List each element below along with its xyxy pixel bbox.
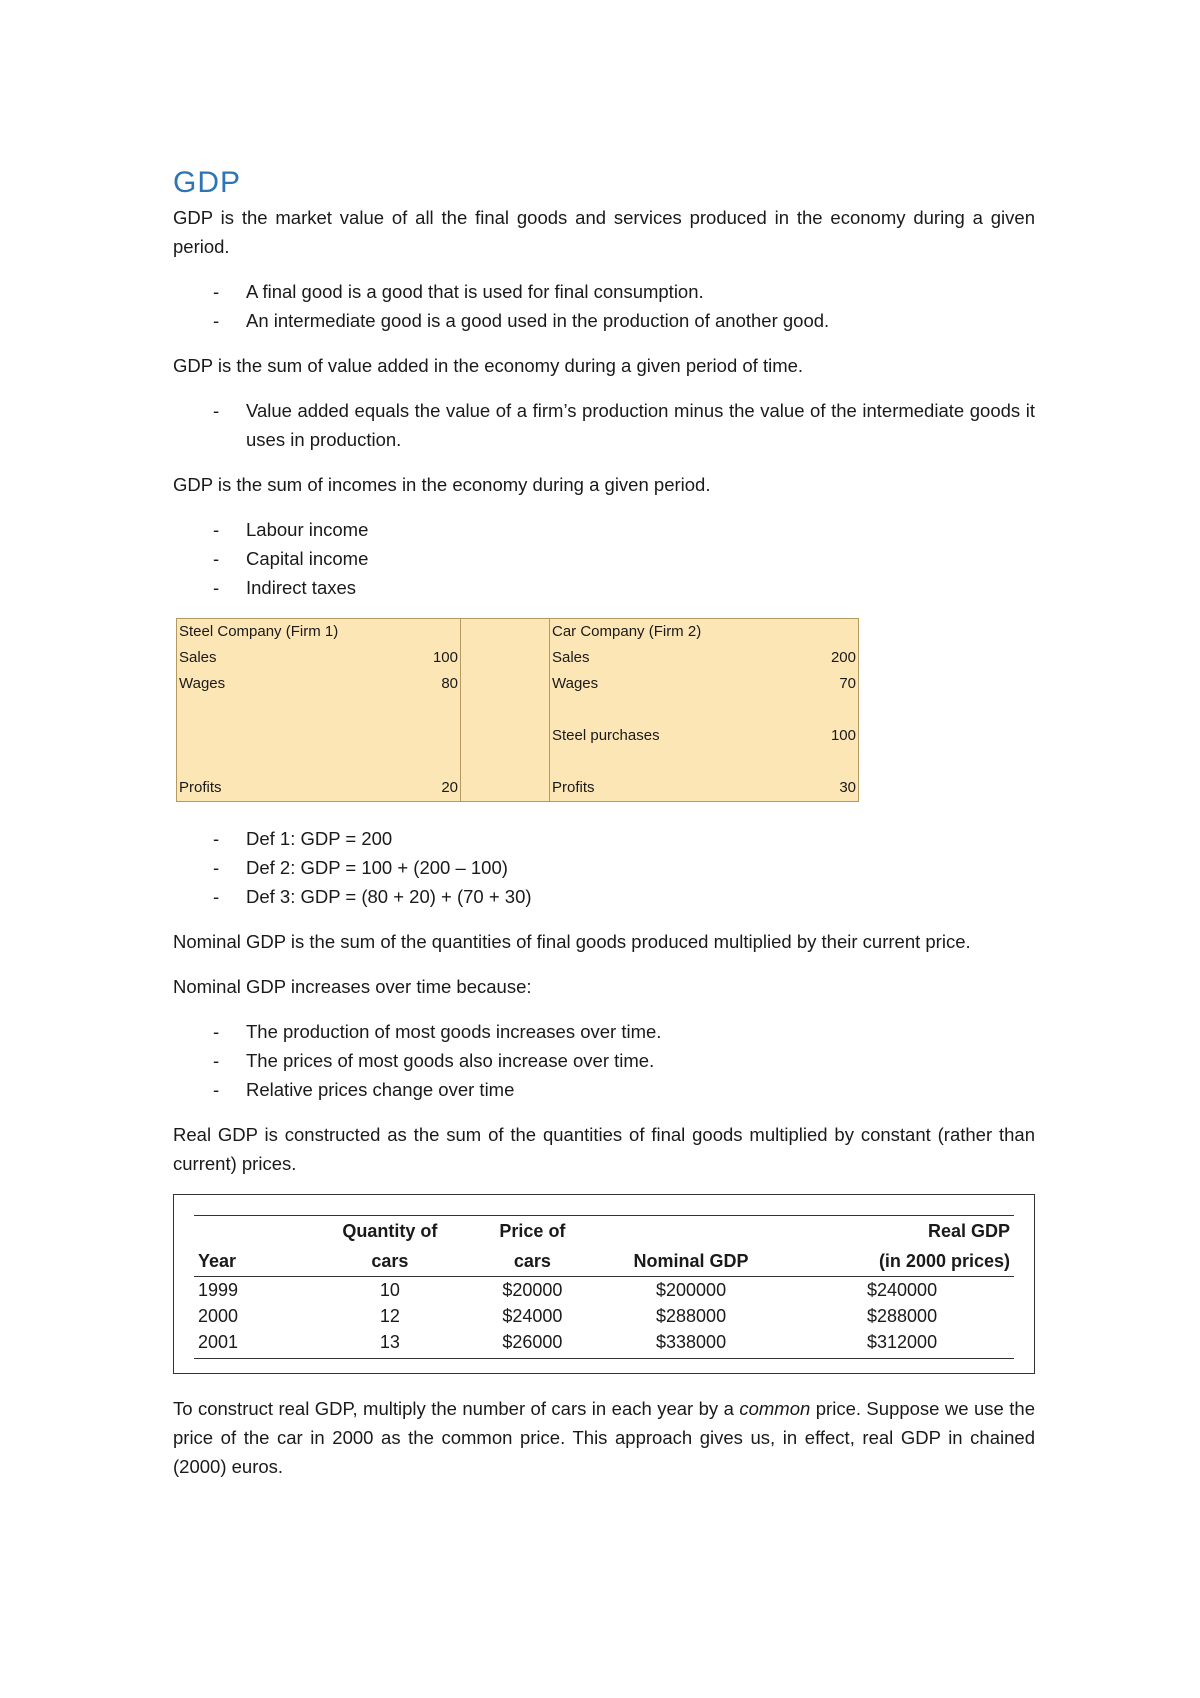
nominal-increase-paragraph: Nominal GDP increases over time because:: [173, 976, 532, 997]
list-item: - The production of most goods increases over time.: [173, 1017, 1035, 1046]
list-item: - Capital income: [173, 544, 1035, 573]
table-row: [177, 697, 859, 723]
value-added-list: [173, 396, 1035, 454]
page-title: GDP: [173, 166, 242, 199]
list-item: - An intermediate good is a good used in the production of another good.: [173, 306, 1035, 335]
table-row: [177, 619, 859, 646]
list-item: - Indirect taxes: [173, 573, 1035, 602]
list-item: - The prices of most goods also increase over time.: [173, 1046, 1035, 1075]
value-added-paragraph: GDP is the sum of value added in the economy during a given period of time.: [173, 355, 804, 376]
table-row: Wages 80 Wages 70: [177, 671, 859, 697]
intro-paragraph: GDP is the market value of all the final goods and services produced in the economy during a given period.: [173, 207, 1035, 257]
firm-value-table: [176, 618, 859, 802]
list-item: - Def 1: GDP = 200: [173, 824, 1035, 853]
steel-company-title: Steel Company (Firm 1): [177, 619, 412, 646]
table-row: [177, 749, 859, 775]
goods-list: [173, 277, 1035, 335]
list-item: - Relative prices change over time: [173, 1075, 1035, 1104]
cars-gdp-table: [194, 1215, 1014, 1359]
nominal-gdp-paragraph: Nominal GDP is the sum of the quantities of final goods produced multiplied by their current price.: [173, 931, 971, 952]
list-item: - A final good is a good that is used for final consumption.: [173, 277, 1035, 306]
list-item: - Value added equals the value of a firm’s production minus the value of the intermediate goods it uses in production.: [173, 396, 1035, 454]
list-item: - Labour income: [173, 515, 1035, 544]
table-header-row: Year cars cars Nominal GDP (in 2000 prices): [194, 1246, 1014, 1277]
incomes-paragraph: GDP is the sum of incomes in the economy during a given period.: [173, 474, 711, 495]
list-item: - Def 2: GDP = 100 + (200 – 100): [173, 853, 1035, 882]
table-row: 2001 13 $26000 $338000 $312000: [194, 1329, 1014, 1359]
header-year: Year: [194, 1246, 307, 1277]
nominal-reasons-list: [173, 1017, 1035, 1104]
table-row: 1999 10 $20000 $200000 $240000: [198, 1280, 938, 1300]
definitions-list: [173, 824, 1035, 911]
car-company-title: Car Company (Firm 2): [550, 619, 810, 646]
header-quantity: Quantity of: [307, 1216, 473, 1247]
closing-paragraph: To construct real GDP, multiply the number of cars in each year by a common price. Suppose we use the price of the car in 2000 as the common price. This approach gives us, in effect, real GDP in chained (2000) euros.: [173, 1398, 1035, 1477]
cars-table-box: [173, 1194, 1035, 1374]
table-row: 2000 12 $24000 $288000 $288000: [198, 1306, 938, 1326]
table-header-row: [194, 1216, 1014, 1247]
table-row: Sales 100 Sales 200: [177, 645, 859, 671]
income-list: [173, 515, 1035, 602]
header-nominal-gdp: Nominal GDP: [592, 1246, 790, 1277]
header-real-gdp: Real GDP: [790, 1216, 1014, 1247]
table-row: Steel purchases 100: [177, 723, 859, 749]
real-gdp-paragraph: Real GDP is constructed as the sum of the quantities of final goods multiplied by constant (rather than current) prices.: [173, 1124, 1035, 1174]
list-item: - Def 3: GDP = (80 + 20) + (70 + 30): [173, 882, 1035, 911]
header-price: Price of: [473, 1216, 592, 1247]
table-row: Profits 20 Profits 30: [177, 775, 859, 802]
document-content: [173, 165, 1035, 1497]
emphasis-common: common: [739, 1398, 811, 1419]
